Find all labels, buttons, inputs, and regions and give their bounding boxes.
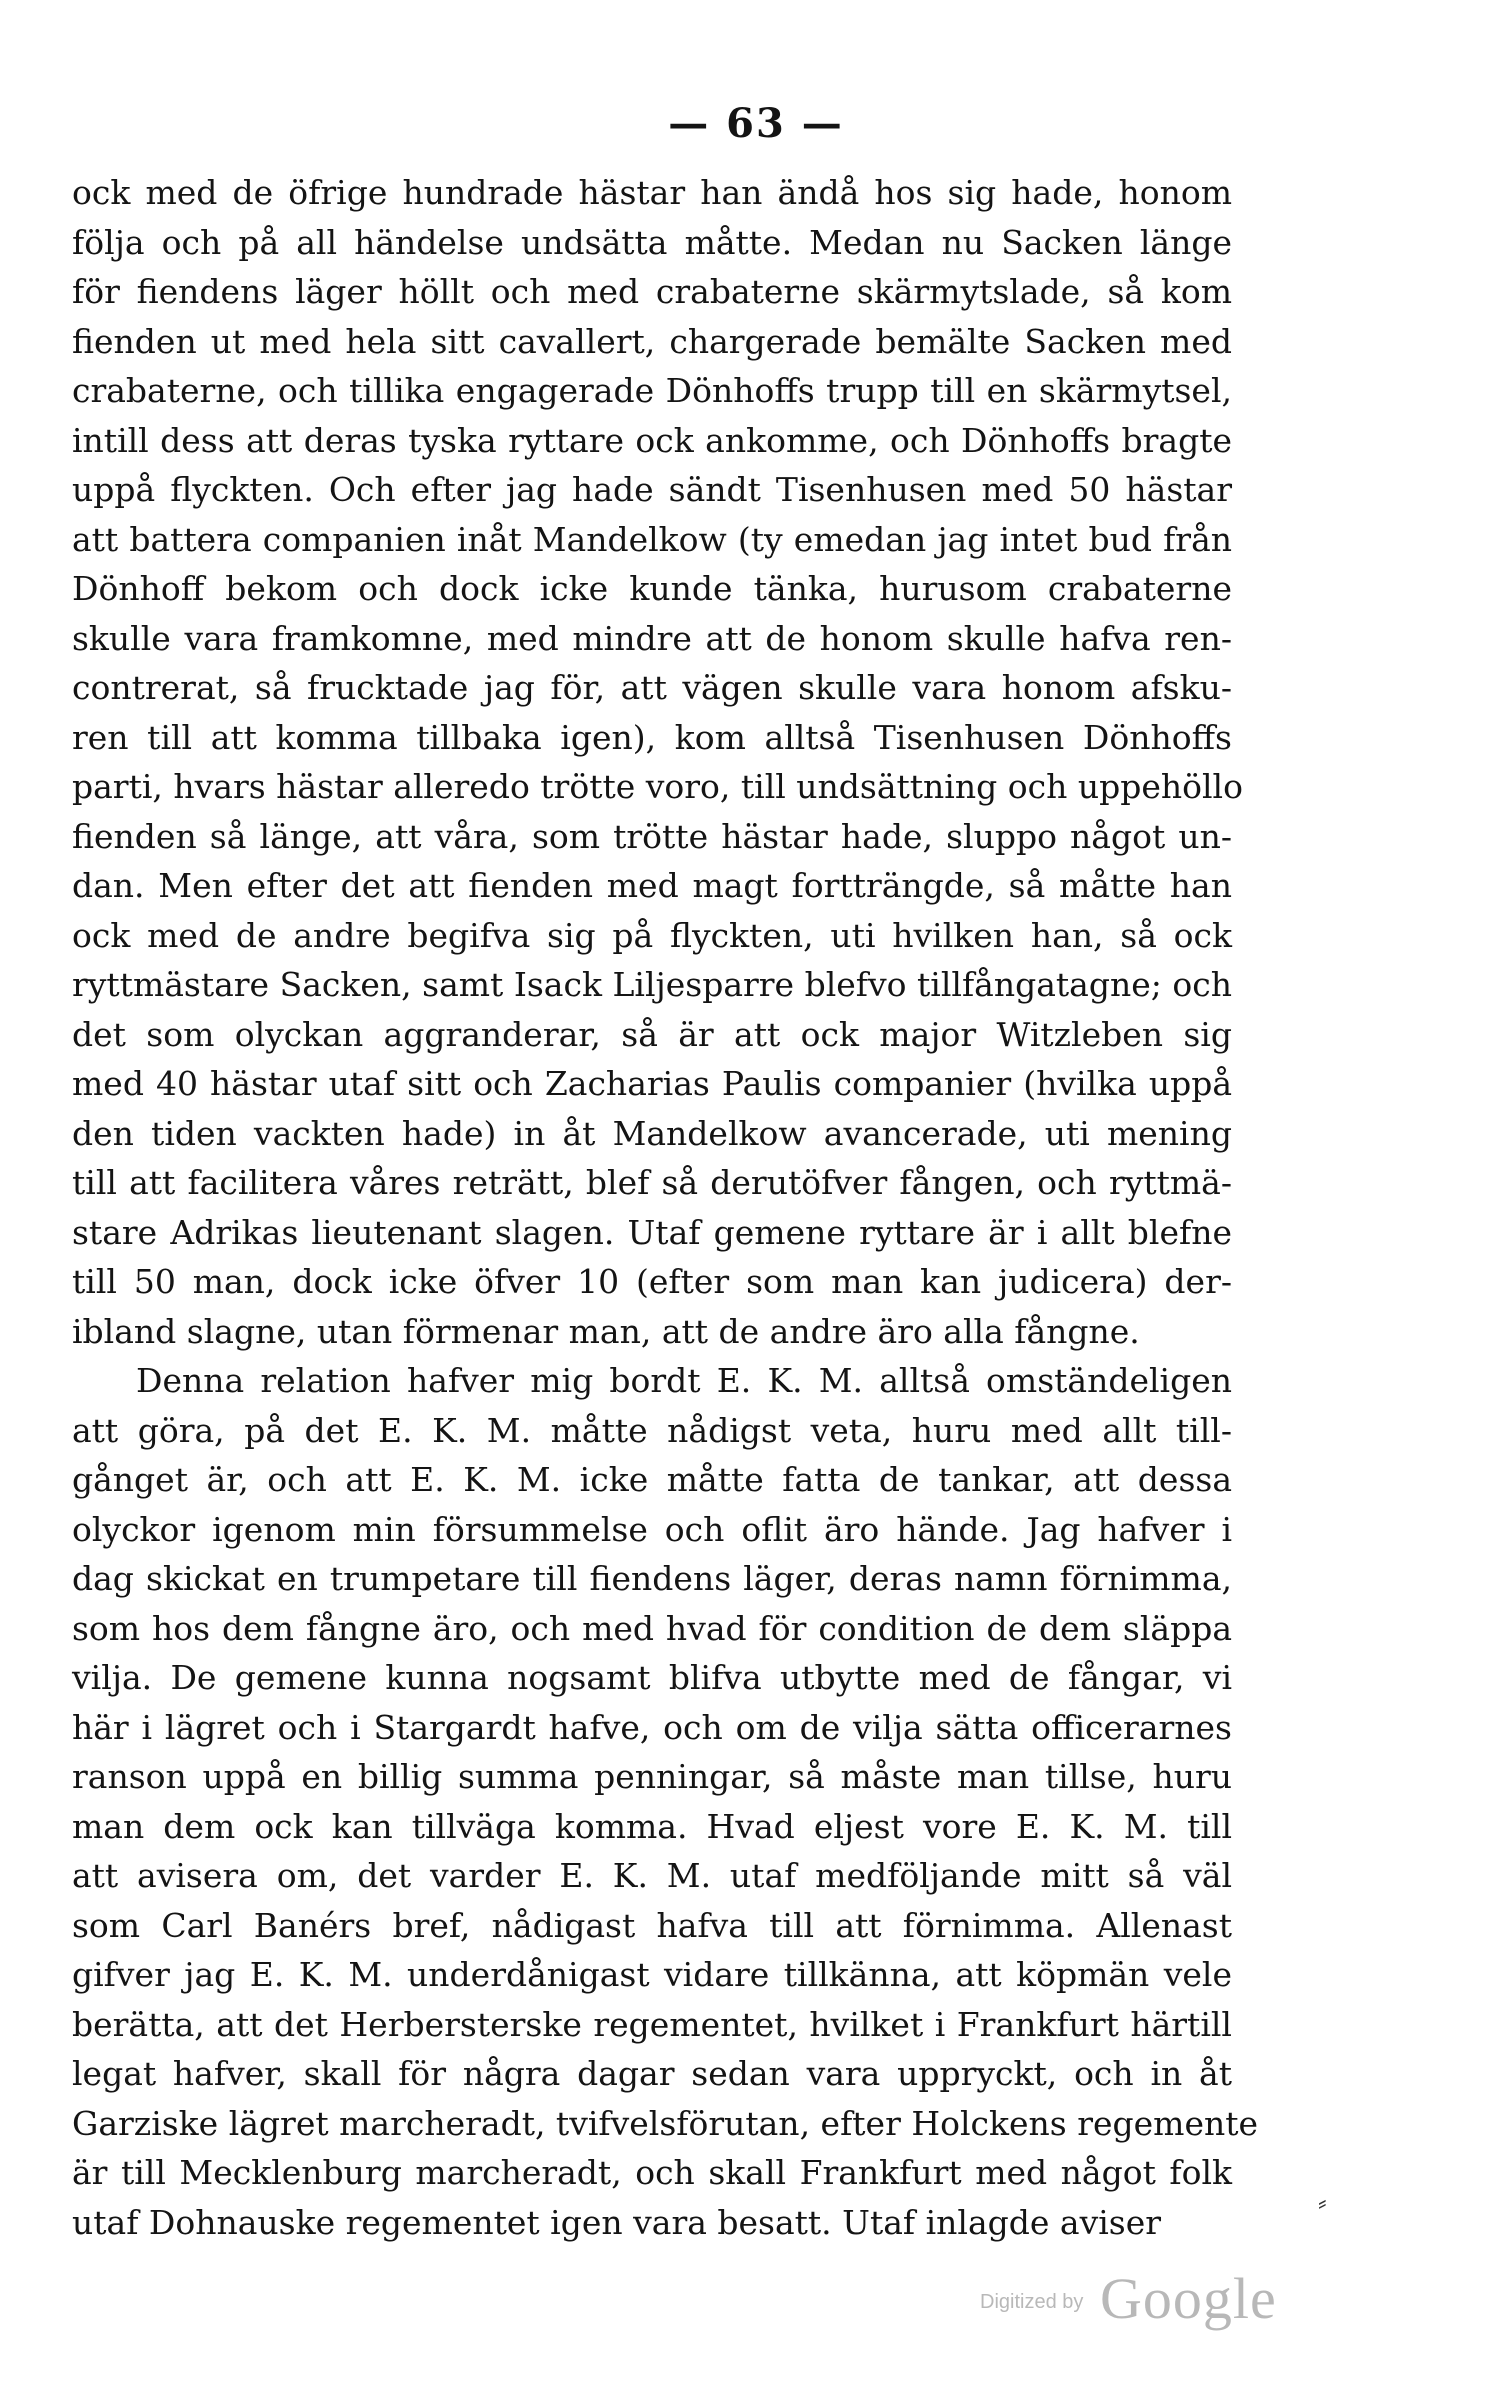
- text-line: crabaterne, och tillika engagerade Dönhoffs trupp till en skärmytsel,: [72, 371, 1232, 410]
- text-line: till 50 man, dock icke öfver 10 (efter som man kan judicera) der-: [72, 1262, 1232, 1301]
- body-text: [72, 168, 1259, 2247]
- text-line: som Carl Banérs bref, nådigast hafva till att förnimma. Allenast: [72, 1905, 1232, 1945]
- text-line: vilja. De gemene kunna nogsamt blifva utbytte med de fångar, vi: [72, 1658, 1232, 1697]
- text-line: för fiendens läger höllt och med crabaterne skärmytslade, så kom: [72, 272, 1232, 311]
- text-line: med 40 hästar utaf sitt och Zacharias Paulis companier (hvilka uppå: [72, 1064, 1232, 1103]
- text-line: här i lägret och i Stargardt hafve, och om de vilja sätta officerarnes: [72, 1707, 1232, 1747]
- text-line: dag skickat en trumpetare till fiendens läger, deras namn förnimma,: [72, 1559, 1232, 1598]
- text-line: skulle vara framkomne, med mindre att de honom skulle hafva ren-: [72, 618, 1232, 658]
- text-line: contrerat, så frucktade jag för, att vägen skulle vara honom afsku-: [72, 668, 1232, 707]
- text-line: ren till att komma tillbaka igen), kom alltså Tisenhusen Dönhoffs: [72, 717, 1232, 757]
- text-line: följa och på all händelse undsätta måtte. Medan nu Sacken länge: [72, 222, 1232, 262]
- text-line: är till Mecklenburg marcheradt, och skall Frankfurt med något folk: [72, 2153, 1232, 2192]
- text-line: Garziske lägret marcheradt, tvifvelsförutan, efter Holckens regemente: [72, 2103, 1259, 2143]
- text-line: fienden ut med hela sitt cavallert, chargerade bemälte Sacken med: [72, 321, 1232, 361]
- text-line: ock med de öfrige hundrade hästar han ändå hos sig hade, honom: [72, 173, 1232, 212]
- text-line: utaf Dohnauske regementet igen vara besatt. Utaf inlagde aviser: [72, 2202, 1162, 2242]
- text-line: Denna relation hafver mig bordt E. K. M. alltså omständeligen: [136, 1361, 1232, 1400]
- text-line: ryttmästare Sacken, samt Isack Liljesparre blefvo tillfångatagne; och: [72, 965, 1232, 1004]
- text-line: gånget är, och att E. K. M. icke måtte fatta de tankar, att dessa: [72, 1460, 1232, 1499]
- text-line: den tiden vackten hade) in åt Mandelkow avancerade, uti mening: [72, 1113, 1232, 1153]
- text-line: olyckor igenom min försummelse och oflit äro hände. Jag hafver i: [72, 1509, 1232, 1549]
- text-line: man dem ock kan tillväga komma. Hvad eljest vore E. K. M. till: [72, 1806, 1232, 1846]
- text-line: legat hafver, skall för några dagar sedan vara uppryckt, och in åt: [72, 2054, 1232, 2093]
- text-line: berätta, att det Herbersterske regementet, hvilket i Frankfurt härtill: [72, 2004, 1232, 2044]
- google-logo: Google: [1100, 2266, 1277, 2331]
- text-line: ranson uppå en billig summa penningar, så måste man tillse, huru: [72, 1757, 1232, 1796]
- text-line: att battera companien inåt Mandelkow (ty emedan jag intet bud från: [72, 519, 1232, 559]
- text-line: intill dess att deras tyska ryttare ock ankomme, och Dönhoffs bragte: [72, 420, 1232, 460]
- text-line: stare Adrikas lieutenant slagen. Utaf gemene ryttare är i allt blefne: [72, 1212, 1232, 1252]
- text-line: uppå flyckten. Och efter jag hade sändt Tisenhusen med 50 hästar: [72, 470, 1232, 509]
- text-line: ibland slagne, utan förmenar man, att de andre äro alla fångne.: [72, 1311, 1140, 1351]
- digitized-by-google-watermark: [980, 2265, 1280, 2331]
- text-line: att avisera om, det varder E. K. M. utaf medföljande mitt så väl: [72, 1856, 1232, 1895]
- margin-ink-mark: ⸗: [1318, 2188, 1327, 2218]
- text-line: Dönhoff bekom och dock icke kunde tänka, hurusom crabaterne: [72, 569, 1232, 608]
- text-line: dan. Men efter det att fienden med magt fortträngde, så måtte han: [72, 866, 1232, 905]
- text-line: att göra, på det E. K. M. måtte nådigst veta, huru med allt till-: [72, 1410, 1232, 1450]
- text-line: parti, hvars hästar alleredo trötte voro, till undsättning och uppehöllo: [72, 767, 1243, 806]
- text-line: ock med de andre begifva sig på flyckten, uti hvilken han, så ock: [72, 915, 1232, 955]
- text-line: fienden så länge, att våra, som trötte hästar hade, sluppo något un-: [72, 816, 1232, 856]
- text-line: gifver jag E. K. M. underdånigast vidare tillkänna, att köpmän vele: [72, 1955, 1232, 1994]
- watermark-prefix: Digitized by: [980, 2291, 1084, 2313]
- text-line: till att facilitera våres reträtt, blef så derutöfver fången, och ryttmä-: [72, 1163, 1232, 1202]
- page-number: — 63 —: [668, 100, 844, 147]
- text-line: som hos dem fångne äro, och med hvad för condition de dem släppa: [72, 1608, 1232, 1648]
- text-line: det som olyckan aggranderar, så är att ock major Witzleben sig: [72, 1014, 1232, 1054]
